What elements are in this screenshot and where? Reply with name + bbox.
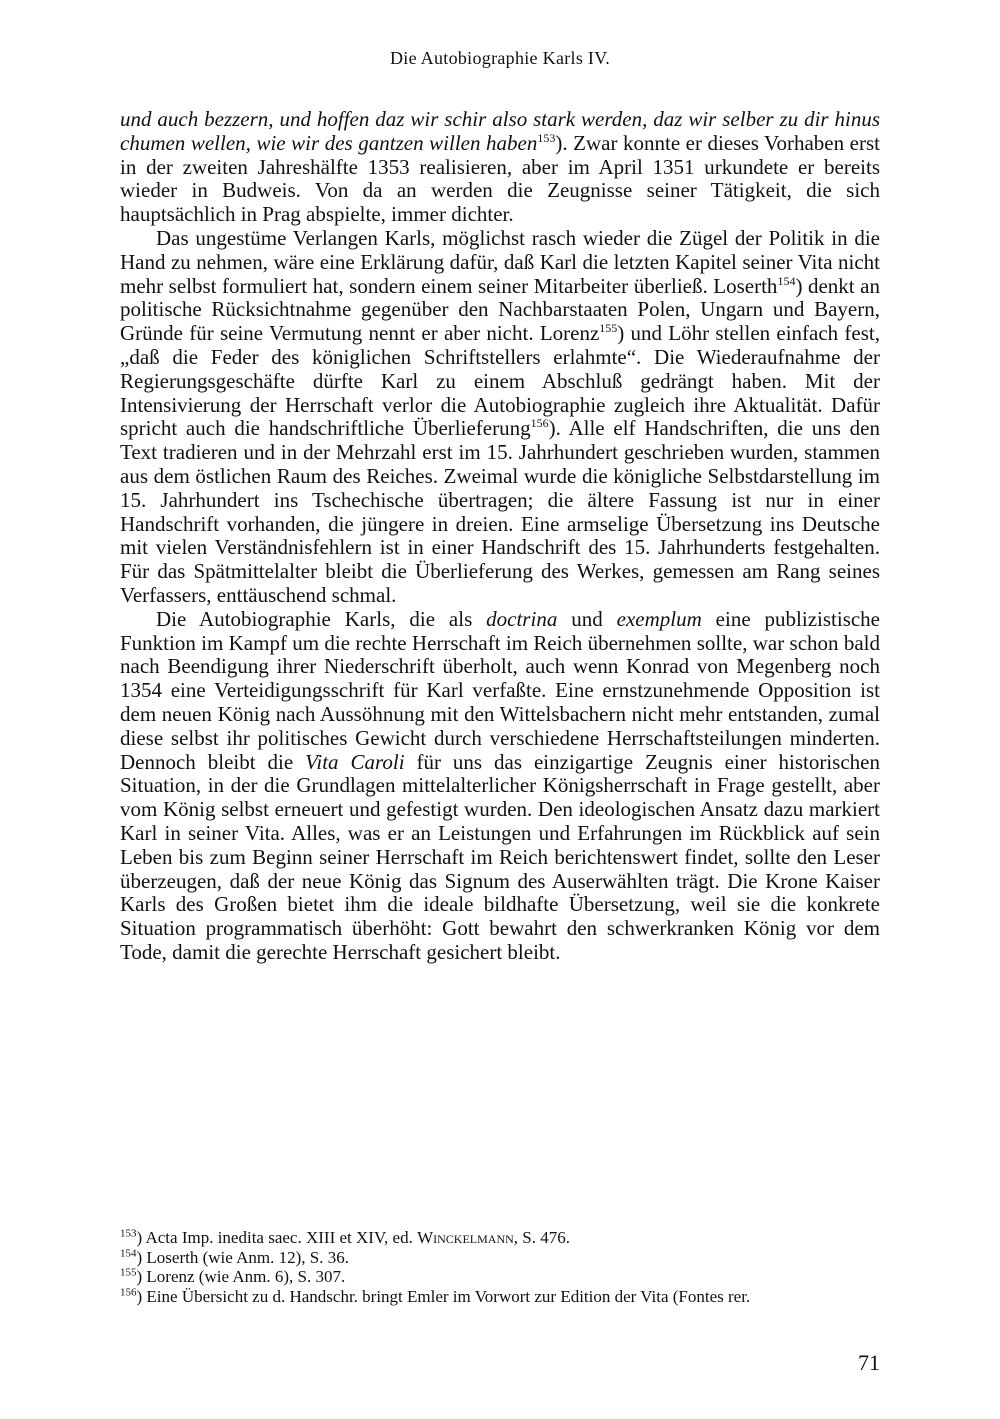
text-run: ) und Löhr stellen einfach fest, „daß die Feder des königlichen Schriftstellers erlahmte“. Die Wiederaufnahme der Regierungsgeschäfte dürfte Karl zu einem Abschluß gedrängt haben. Mit der Intensivierung der Herrschaft verlor die Autobiographie zugleich ihre Aktualität. Dafür spricht auch die handschriftliche Überlieferung bbox=[120, 321, 880, 441]
footnote-paren: ) bbox=[136, 1228, 143, 1247]
italic-text: Vita Caroli bbox=[305, 749, 405, 774]
paragraph-3 bbox=[120, 608, 880, 965]
footnote-ref: 155 bbox=[599, 321, 618, 336]
text-run: und bbox=[557, 606, 617, 631]
footnote-ref: 153 bbox=[537, 130, 556, 145]
text-run: Loserth (wie Anm. 12), S. 36. bbox=[142, 1247, 349, 1267]
footnote-155 bbox=[120, 1267, 880, 1287]
text-run: für uns das einzigartige Zeugnis einer historischen Situation, in der die Grundlagen mittelalterlicher Königsherrschaft in Frage gestellt, aber vom König selbst erneuert und gefestigt wurden. Den ideologischen Ansatz dazu markiert Karl in seiner Vita. Alles, was er an Leistungen und Erfahrungen im Rückblick auf sein Leben bis zum Beginn seiner Herrschaft im Reich berichtenswert findet, sollte den Leser überzeugen, daß der neue König das Signum des Auserwählten trägt. Die Krone Kaiser Karls des Großen bietet ihm die ideale bildhafte Übersetzung, weil sie die konkrete Situation programmatisch überhöht: Gott bewahrt den schwerkranken König vor dem Tode, damit die gerechte Herrschaft gesichert bleibt. bbox=[120, 749, 880, 964]
italic-text: exemplum bbox=[616, 606, 702, 631]
text-run: Acta Imp. inedita saec. XIII et XIV, ed. bbox=[142, 1228, 418, 1247]
author-name: Winckelmann bbox=[417, 1228, 514, 1247]
footnote-paren: ) bbox=[136, 1267, 143, 1287]
paragraph-2 bbox=[120, 227, 880, 608]
footnote-154 bbox=[120, 1248, 880, 1268]
body-text bbox=[120, 108, 880, 965]
footnotes bbox=[120, 1228, 880, 1306]
footnote-number: 154 bbox=[120, 1246, 137, 1259]
text-run: Lorenz (wie Anm. 6), S. 307. bbox=[142, 1267, 346, 1287]
text-run: Die Autobiographie Karls, die als bbox=[156, 606, 487, 631]
footnote-paren: ) bbox=[136, 1286, 143, 1306]
running-head: Die Autobiographie Karls IV. bbox=[389, 48, 611, 68]
italic-text: doctrina bbox=[486, 606, 558, 631]
text-run: ). Zwar konnte er dieses Vorhaben erst in der zweiten Jahreshälfte 1353 realisieren, aber im April 1351 urkundete er bereits wieder in Budweis. Von da an werden die Zeugnisse seiner Tätigkeit, die sich hauptsächlich in Prag abspielte, immer dichter. bbox=[120, 130, 880, 227]
paragraph-1 bbox=[120, 108, 880, 227]
footnote-paren: ) bbox=[136, 1247, 143, 1267]
footnote-ref: 156 bbox=[530, 416, 549, 431]
text-run: Eine Übersicht zu d. Handschr. bringt Emler im Vorwort zur Edition der Vita (Fontes rer. bbox=[142, 1286, 751, 1306]
footnote-153 bbox=[120, 1228, 880, 1248]
footnote-number: 153 bbox=[120, 1227, 137, 1240]
footnote-number: 155 bbox=[120, 1266, 137, 1279]
text-run: ). Alle elf Handschriften, die uns den Text tradieren und in der Mehrzahl erst im 15. Jahrhundert geschrieben wurden, stammen aus dem östlichen Raum des Reiches. Zweimal wurde die königliche Selbstdarstellung im 15. Jahrhundert ins Tschechische übertragen; die ältere Fassung ist nur in einer Handschrift vorhanden, die jüngere in dreien. Eine armselige Übersetzung ins Deutsche mit vielen Verständnisfehlern ist in einer Handschrift des 15. Jahrhunderts festgehalten. Für das Spätmittelalter bleibt die Überlieferung des Werkes, gemessen am Rang seines Verfassers, enttäuschend schmal. bbox=[120, 416, 880, 607]
page-number: 71 bbox=[858, 1350, 880, 1375]
text-run: ) denkt an politische Rücksichtnahme gegenüber den Nachbarstaaten Polen, Ungarn und Bayern, Gründe für seine Vermutung nennt er aber nicht. Lorenz bbox=[120, 273, 880, 346]
text-run: Das ungestüme Verlangen Karls, möglichst rasch wieder die Zügel der Politik in die Hand zu nehmen, wäre eine Erklärung dafür, daß Karl die letzten Kapitel seiner Vita nicht mehr selbst formuliert hat, sondern einem seiner Mitarbeiter überließ. Loserth bbox=[120, 225, 880, 298]
text-run: eine publizistische Funktion im Kampf um die rechte Herrschaft im Reich übernehmen sollte, war schon bald nach Beendigung ihrer Niederschrift überholt, auch wenn Konrad von Megenberg noch 1354 eine Verteidigungsschrift für Karl verfaßte. Eine ernstzunehmende Opposition ist dem neuen König nach Aussöhnung mit den Wittelsbachern nicht mehr entstanden, zumal diese selbst ihr politisches Gewicht durch verschiedene Herrschaftsteilungen minderten. Dennoch bleibt die bbox=[120, 606, 881, 774]
text-run: , S. 476. bbox=[513, 1228, 571, 1247]
footnote-156 bbox=[120, 1287, 880, 1307]
italic-text: und auch bezzern, und hoffen daz wir schir also stark werden, daz wir selber zu dir hinus chumen wellen, wie wir des gantzen willen haben bbox=[120, 107, 880, 155]
footnote-number: 156 bbox=[120, 1286, 137, 1299]
footnote-ref: 154 bbox=[777, 273, 796, 288]
